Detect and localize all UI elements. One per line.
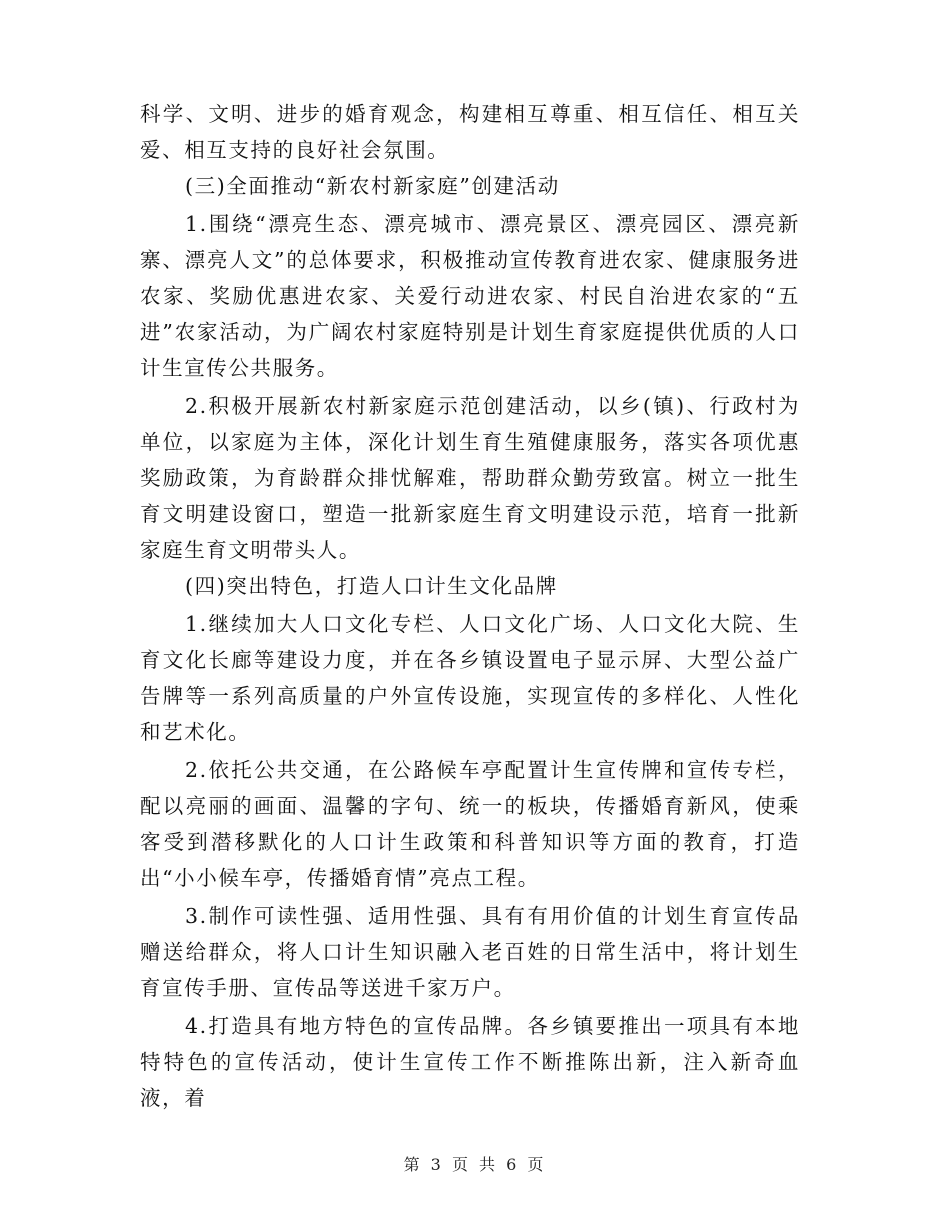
- section-heading-4: (四)突出特色，打造人口计生文化品牌: [185, 574, 558, 598]
- paragraph-3-1: 1.围绕“漂亮生态、漂亮城市、漂亮景区、漂亮园区、漂亮新寨、漂亮人文”的总体要求，积极推动宣传教育进农家、健康服务进农家、奖励优惠进农家、关爱行动进农家、村民自治进农家的“五进”农家活动，为广阔农村家庭特别是计划生育家庭提供优质的人口计生宣传公共服务。: [140, 212, 800, 380]
- paragraph-4-3: 3.制作可读性强、适用性强、具有有用价值的计划生育宣传品赠送给群众，将人口计生知识融入老百姓的日常生活中，将计划生育宣传手册、宣传品等送进千家万户。: [140, 904, 800, 1000]
- paragraph-1: 科学、文明、进步的婚育观念，构建相互尊重、相互信任、相互关爱、相互支持的良好社会氛围。: [140, 102, 800, 162]
- paragraph-3-2: 2.积极开展新农村新家庭示范创建活动，以乡(镇)、行政村为单位，以家庭为主体，深化计划生育生殖健康服务，落实各项优惠奖励政策，为育龄群众排忧解难，帮助群众勤劳致富。树立一批生育文明建设窗口，塑造一批新家庭生育文明建设示范，培育一批新家庭生育文明带头人。: [140, 394, 800, 562]
- document-body: [140, 96, 800, 1116]
- paragraph-4-2: 2.依托公共交通，在公路候车亭配置计生宣传牌和宣传专栏，配以亮丽的画面、温馨的字句、统一的板块，传播婚育新风，使乘客受到潜移默化的人口计生政策和科普知识等方面的教育，打造出“小小候车亭，传播婚育情”亮点工程。: [140, 758, 800, 890]
- paragraph-4-4: 4.打造具有地方特色的宣传品牌。各乡镇要推出一项具有本地特特色的宣传活动，使计生宣传工作不断推陈出新，注入新奇血液，着: [140, 1014, 800, 1110]
- section-heading-3: (三)全面推动“新农村新家庭”创建活动: [185, 174, 560, 198]
- page-number-footer: 第 3 页 共 6 页: [403, 1155, 547, 1174]
- paragraph-4-1: 1.继续加大人口文化专栏、人口文化广场、人口文化大院、生育文化长廊等建设力度，并在各乡镇设置电子显示屏、大型公益广告牌等一系列高质量的户外宣传设施，实现宣传的多样化、人性化和艺术化。: [140, 612, 800, 744]
